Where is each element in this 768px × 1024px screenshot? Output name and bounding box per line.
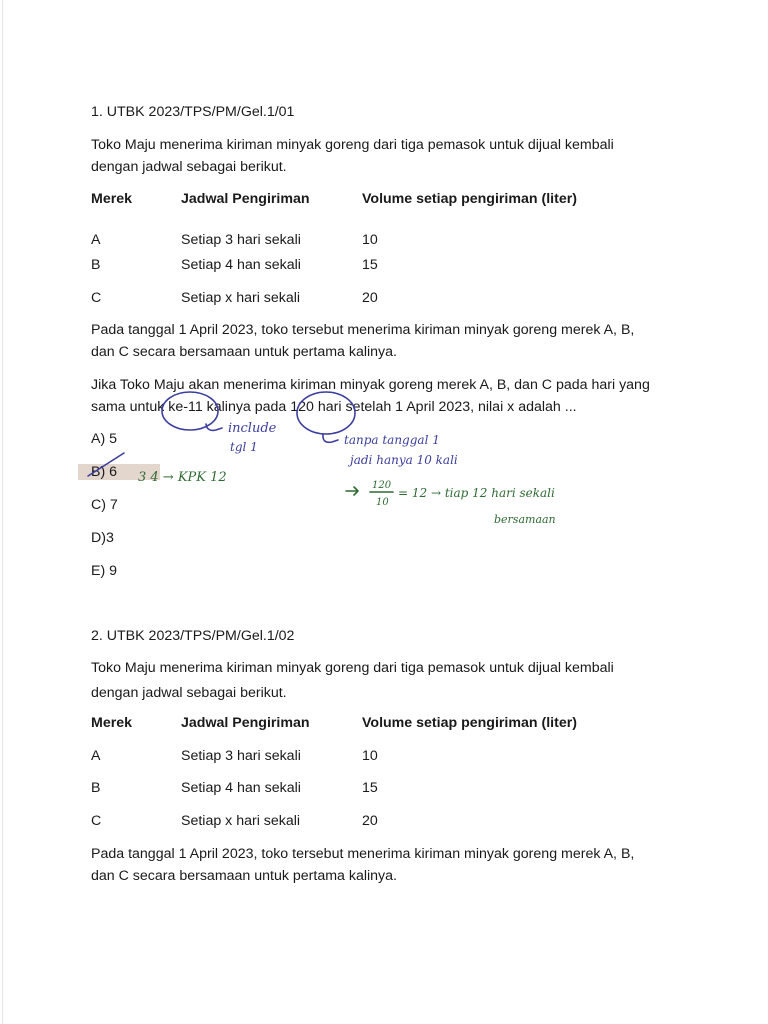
q2-header-volume: Volume setiap pengiriman (liter) bbox=[362, 715, 577, 731]
q1-header-merek: Merek bbox=[91, 191, 133, 207]
calc-denominator: 10 bbox=[376, 497, 389, 508]
q1-row-a-jadwal: Setiap 3 hari sekali bbox=[181, 232, 301, 248]
q1-row-c-merek: C bbox=[91, 290, 102, 306]
calc-line2: bersamaan bbox=[494, 513, 556, 526]
q2-row-c-merek: C bbox=[91, 813, 102, 829]
q1-row-b-jadwal: Setiap 4 han sekali bbox=[181, 257, 301, 273]
q1-option-a: A) 5 bbox=[91, 431, 118, 447]
q1-header-jadwal: Jadwal Pengiriman bbox=[181, 191, 310, 207]
q1-row-b-volume: 15 bbox=[362, 257, 378, 273]
page-edge bbox=[2, 0, 3, 1024]
q1-row-b-merek: B bbox=[91, 257, 101, 273]
q1-intro-line1: Toko Maju menerima kiriman minyak goreng dari tiga pemasok untuk dijual kembali bbox=[91, 137, 614, 153]
q1-heading: 1. UTBK 2023/TPS/PM/Gel.1/01 bbox=[91, 104, 295, 120]
q1-row-c-jadwal: Setiap x hari sekali bbox=[181, 290, 301, 306]
q1-para3-line2: sama untuk ke-11 kalinya pada 120 hari setelah 1 April 2023, nilai x adalah ... bbox=[91, 399, 577, 415]
note-tanpa-2: jadi hanya 10 kali bbox=[350, 453, 458, 467]
q1-intro-line2: dengan jadwal sebagai berikut. bbox=[91, 159, 287, 175]
q2-para2-line1: Pada tanggal 1 April 2023, toko tersebut menerima kiriman minyak goreng merek A, B, bbox=[91, 846, 635, 862]
q2-para2-line2: dan C secara bersamaan untuk pertama kalinya. bbox=[91, 868, 397, 884]
q2-row-a-merek: A bbox=[91, 748, 101, 764]
note-kpk: 3 4 → KPK 12 bbox=[138, 470, 227, 485]
calc-numerator: 120 bbox=[372, 480, 392, 491]
q1-row-c-volume: 20 bbox=[362, 290, 378, 306]
q1-row-a-merek: A bbox=[91, 232, 101, 248]
q2-row-a-volume: 10 bbox=[362, 748, 378, 764]
q2-row-b-merek: B bbox=[91, 780, 101, 796]
q2-intro-line2: dengan jadwal sebagai berikut. bbox=[91, 685, 287, 701]
q1-option-c: C) 7 bbox=[91, 497, 118, 513]
q1-para2-line2: dan C secara bersamaan untuk pertama kalinya. bbox=[91, 344, 397, 360]
q1-option-d: D)3 bbox=[91, 530, 114, 546]
arrow-calc bbox=[346, 487, 358, 495]
q2-row-a-jadwal: Setiap 3 hari sekali bbox=[181, 748, 301, 764]
q2-intro-line1: Toko Maju menerima kiriman minyak goreng dari tiga pemasok untuk dijual kembali bbox=[91, 660, 614, 676]
q2-header-jadwal: Jadwal Pengiriman bbox=[181, 715, 310, 731]
note-include-1: include bbox=[228, 421, 277, 436]
note-include-2: tgl 1 bbox=[230, 440, 258, 454]
q2-row-c-jadwal: Setiap x hari sekali bbox=[181, 813, 301, 829]
q1-option-e: E) 9 bbox=[91, 563, 118, 579]
q1-para2-line1: Pada tanggal 1 April 2023, toko tersebut menerima kiriman minyak goreng merek A, B, bbox=[91, 322, 635, 338]
arrow-tanpa bbox=[323, 434, 338, 442]
calc-result: = 12 → tiap 12 hari sekali bbox=[398, 486, 555, 500]
q2-row-b-jadwal: Setiap 4 han sekali bbox=[181, 780, 301, 796]
note-tanpa-1: tanpa tanggal 1 bbox=[344, 433, 440, 447]
q1-row-a-volume: 10 bbox=[362, 232, 378, 248]
q2-heading: 2. UTBK 2023/TPS/PM/Gel.1/02 bbox=[91, 628, 295, 644]
q1-header-volume: Volume setiap pengiriman (liter) bbox=[362, 191, 577, 207]
q2-row-b-volume: 15 bbox=[362, 780, 378, 796]
q2-header-merek: Merek bbox=[91, 715, 133, 731]
q1-option-b: B) 6 bbox=[91, 464, 118, 480]
arrow-include bbox=[206, 424, 222, 430]
q1-para3-line1: Jika Toko Maju akan menerima kiriman minyak goreng merek A, B, dan C pada hari yang bbox=[91, 377, 650, 393]
q2-row-c-volume: 20 bbox=[362, 813, 378, 829]
